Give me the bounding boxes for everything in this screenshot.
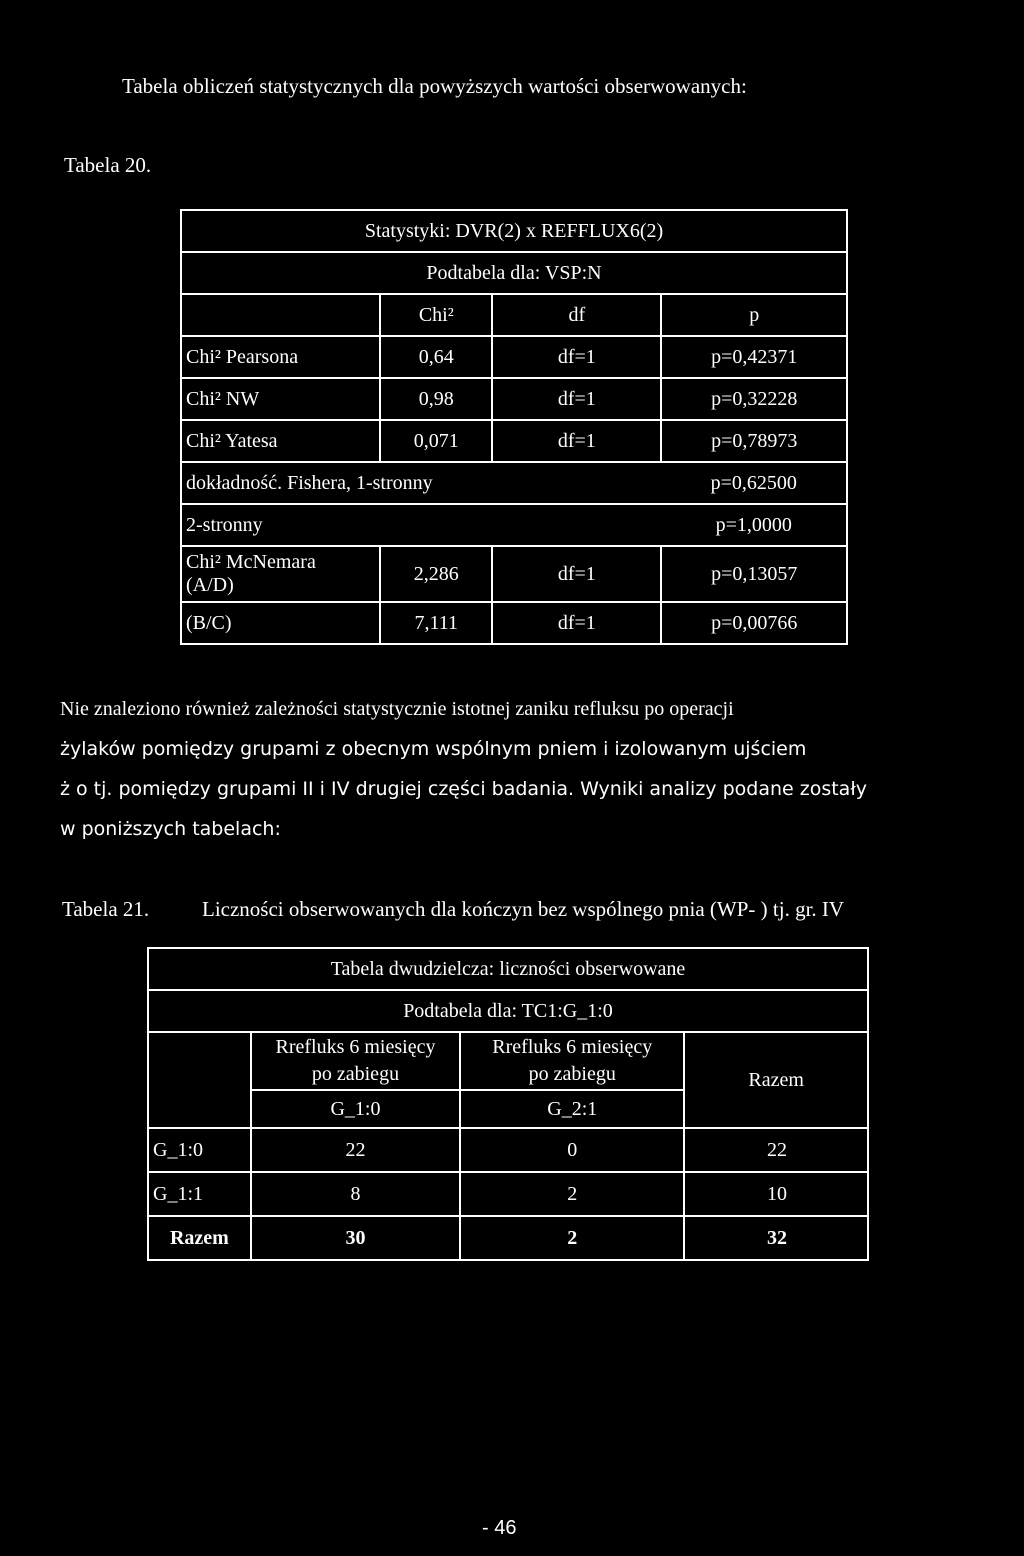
mcnemar-bc-chi: 7,111 — [380, 602, 492, 644]
row-p: p=0,78973 — [661, 420, 847, 462]
table-row — [181, 602, 847, 644]
table-row — [148, 1128, 868, 1172]
mcnemar-ad-p: p=0,13057 — [661, 546, 847, 602]
row-name: Chi² NW — [181, 378, 380, 420]
mcnemar-bc-p: p=0,00766 — [661, 602, 847, 644]
total-row-name: Razem — [148, 1216, 251, 1260]
mcnemar-label-line2: (A/D) — [186, 574, 234, 596]
col2-sub: G_2:1 — [460, 1090, 684, 1128]
mcnemar-ad-chi: 2,286 — [380, 546, 492, 602]
row-p: p=0,42371 — [661, 336, 847, 378]
row-df: df=1 — [492, 420, 661, 462]
table-20-corner — [181, 294, 380, 336]
table-20-subtitle: Podtabela dla: VSP:N — [181, 252, 847, 294]
row-total: 10 — [684, 1172, 868, 1216]
row-chi: 0,071 — [380, 420, 492, 462]
row-chi: 0,98 — [380, 378, 492, 420]
table-21-corner — [148, 1032, 251, 1128]
mcnemar-bc-label: (B/C) — [181, 602, 380, 644]
col2-header-line2: po zabiegu — [528, 1063, 616, 1085]
row-name: G_1:1 — [148, 1172, 251, 1216]
table-row — [148, 1172, 868, 1216]
row-total: 22 — [684, 1128, 868, 1172]
table-20 — [180, 209, 848, 645]
table-21-subtitle: Podtabela dla: TC1:G_1:0 — [148, 990, 868, 1032]
header-chi: Chi² — [380, 294, 492, 336]
col1-header — [251, 1032, 460, 1090]
col2-header-line1: Rrefluks 6 miesięcy — [492, 1036, 653, 1058]
row-df: df=1 — [492, 378, 661, 420]
row-name: Chi² Pearsona — [181, 336, 380, 378]
table-21-title: Tabela dwudzielcza: liczności obserwowane — [148, 948, 868, 990]
table-20-label: Tabela 20. — [64, 153, 152, 177]
row-v2: 2 — [460, 1172, 684, 1216]
table-row — [181, 504, 847, 546]
body-paragraph — [60, 689, 965, 849]
table-row — [181, 546, 847, 602]
mcnemar-label-line1: Chi² McNemara — [186, 551, 316, 573]
mcnemar-ad-label — [181, 546, 380, 602]
table-row — [181, 420, 847, 462]
table-row — [148, 1216, 868, 1260]
row-name: Chi² Yatesa — [181, 420, 380, 462]
two-sided-label: 2-stronny — [181, 504, 492, 546]
total-row-v2: 2 — [460, 1216, 684, 1260]
intro-text: Tabela obliczeń statystycznych dla powyższych wartości obserwowanych: — [122, 74, 747, 98]
two-sided-p: p=1,0000 — [661, 504, 847, 546]
col2-header — [460, 1032, 684, 1090]
table-row — [181, 336, 847, 378]
fisher-p: p=0,62500 — [661, 462, 847, 504]
table-20-title: Statystyki: DVR(2) x REFFLUX6(2) — [181, 210, 847, 252]
table-21 — [147, 947, 869, 1261]
fisher-label: dokładność. Fishera, 1-stronny — [181, 462, 492, 504]
row-name: G_1:0 — [148, 1128, 251, 1172]
table-row — [181, 378, 847, 420]
row-df: df=1 — [492, 336, 661, 378]
row-chi: 0,64 — [380, 336, 492, 378]
total-row-total: 32 — [684, 1216, 868, 1260]
mcnemar-bc-df: df=1 — [492, 602, 661, 644]
col1-header-line2: po zabiegu — [311, 1063, 400, 1085]
fisher-empty — [492, 462, 661, 504]
paragraph-line: Nie znaleziono również zależności statystycznie istotnej zaniku refluksu po operacji — [60, 698, 734, 720]
paragraph-line: w poniższych tabelach: — [60, 818, 281, 840]
paragraph-line: ż o tj. pomiędzy grupami II i IV drugiej części badania. Wyniki analizy podane zostały — [60, 778, 867, 800]
header-p: p — [661, 294, 847, 336]
mcnemar-ad-df: df=1 — [492, 546, 661, 602]
col1-header-line1: Rrefluks 6 miesięcy — [275, 1036, 436, 1058]
page-number: - 46 — [482, 1517, 517, 1539]
col1-sub: G_1:0 — [251, 1090, 460, 1128]
table-21-caption: Liczności obserwowanych dla kończyn bez wspólnego pnia (WP- ) tj. gr. IV — [202, 897, 845, 921]
row-v1: 22 — [251, 1128, 460, 1172]
table-21-label: Tabela 21. — [62, 897, 150, 921]
two-sided-empty — [492, 504, 661, 546]
col3-header: Razem — [684, 1032, 868, 1128]
table-row — [181, 462, 847, 504]
paragraph-line: żylaków pomiędzy grupami z obecnym wspólnym pniem i izolowanym ujściem — [60, 738, 807, 760]
row-v2: 0 — [460, 1128, 684, 1172]
row-v1: 8 — [251, 1172, 460, 1216]
header-df: df — [492, 294, 661, 336]
row-p: p=0,32228 — [661, 378, 847, 420]
total-row-v1: 30 — [251, 1216, 460, 1260]
